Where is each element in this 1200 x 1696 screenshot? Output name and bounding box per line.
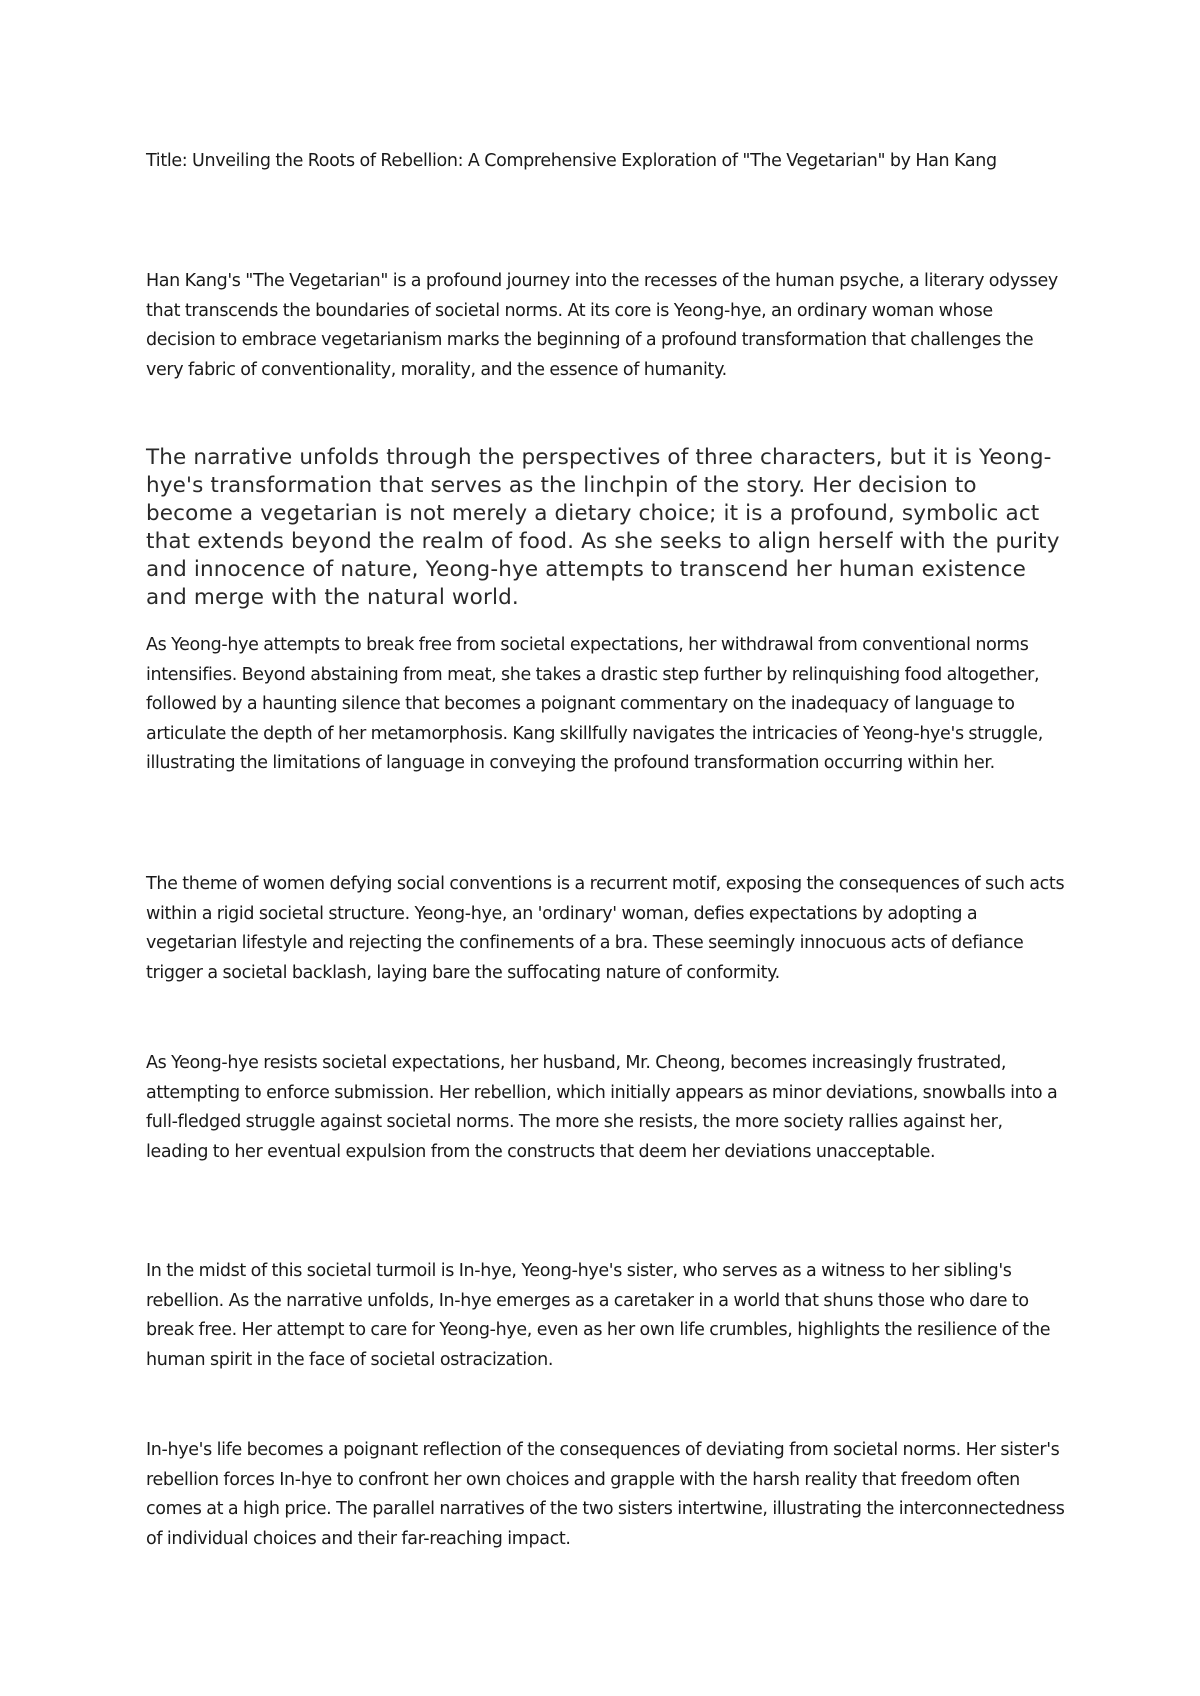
paragraph-reflection: In-hye's life becomes a poignant reflection of the consequences of deviating from societal norms. Her sister's rebellion forces In-hye to confront her own choices and grapple with the harsh reality that freedom often comes at a high price. The parallel narratives of the two sisters intertwine, illustrating the interconnectedness of individual choices and their far-reaching impact. [146, 1440, 1065, 1549]
paragraph-defiance: The theme of women defying social conventions is a recurrent motif, exposing the consequences of such acts within a rigid societal structure. Yeong-hye, an 'ordinary' woman, defies expectations by adopting a vegetarian lifestyle and rejecting the confinements of a bra. These seemingly innocuous acts of defiance trigger a societal backlash, laying bare the suffocating nature of conformity. [146, 874, 1065, 983]
document-title: Title: Unveiling the Roots of Rebellion: A Comprehensive Exploration of "The Vegetarian" by Han Kang [146, 151, 997, 171]
paragraph-narrative: The narrative unfolds through the perspectives of three characters, but it is Yeong-hye's transformation that serves as the linchpin of the story. Her decision to become a vegetarian is not merely a dietary choice; it is a profound, symbolic act that extends beyond the realm of food. As she seeks to align herself with the purity and innocence of nature, Yeong-hye attempts to transcend her human existence and merge with the natural world. [146, 445, 1060, 610]
paragraph-withdrawal: As Yeong-hye attempts to break free from societal expectations, her withdrawal from conventional norms intensifies. Beyond abstaining from meat, she takes a drastic step further by relinquishing food altogether, followed by a haunting silence that becomes a poignant commentary on the inadequacy of language to articulate the depth of her metamorphosis. Kang skillfully navigates the intricacies of Yeong-hye's struggle, illustrating the limitations of language in conveying the profound transformation occurring within her. [146, 635, 1043, 773]
paragraph-husband: As Yeong-hye resists societal expectations, her husband, Mr. Cheong, becomes increasingly frustrated, attempting to enforce submission. Her rebellion, which initially appears as minor deviations, snowballs into a full-fledged struggle against societal norms. The more she resists, the more society rallies against her, leading to her eventual expulsion from the constructs that deem her deviations unacceptable. [146, 1053, 1058, 1162]
paragraph-intro: Han Kang's "The Vegetarian" is a profound journey into the recesses of the human psyche, a literary odyssey that transcends the boundaries of societal norms. At its core is Yeong-hye, an ordinary woman whose decision to embrace vegetarianism marks the beginning of a profound transformation that challenges the very fabric of conventionality, morality, and the essence of humanity. [146, 271, 1058, 380]
paragraph-sister: In the midst of this societal turmoil is In-hye, Yeong-hye's sister, who serves as a witness to her sibling's rebellion. As the narrative unfolds, In-hye emerges as a caretaker in a world that shuns those who dare to break free. Her attempt to care for Yeong-hye, even as her own life crumbles, highlights the resilience of the human spirit in the face of societal ostracization. [146, 1261, 1051, 1370]
